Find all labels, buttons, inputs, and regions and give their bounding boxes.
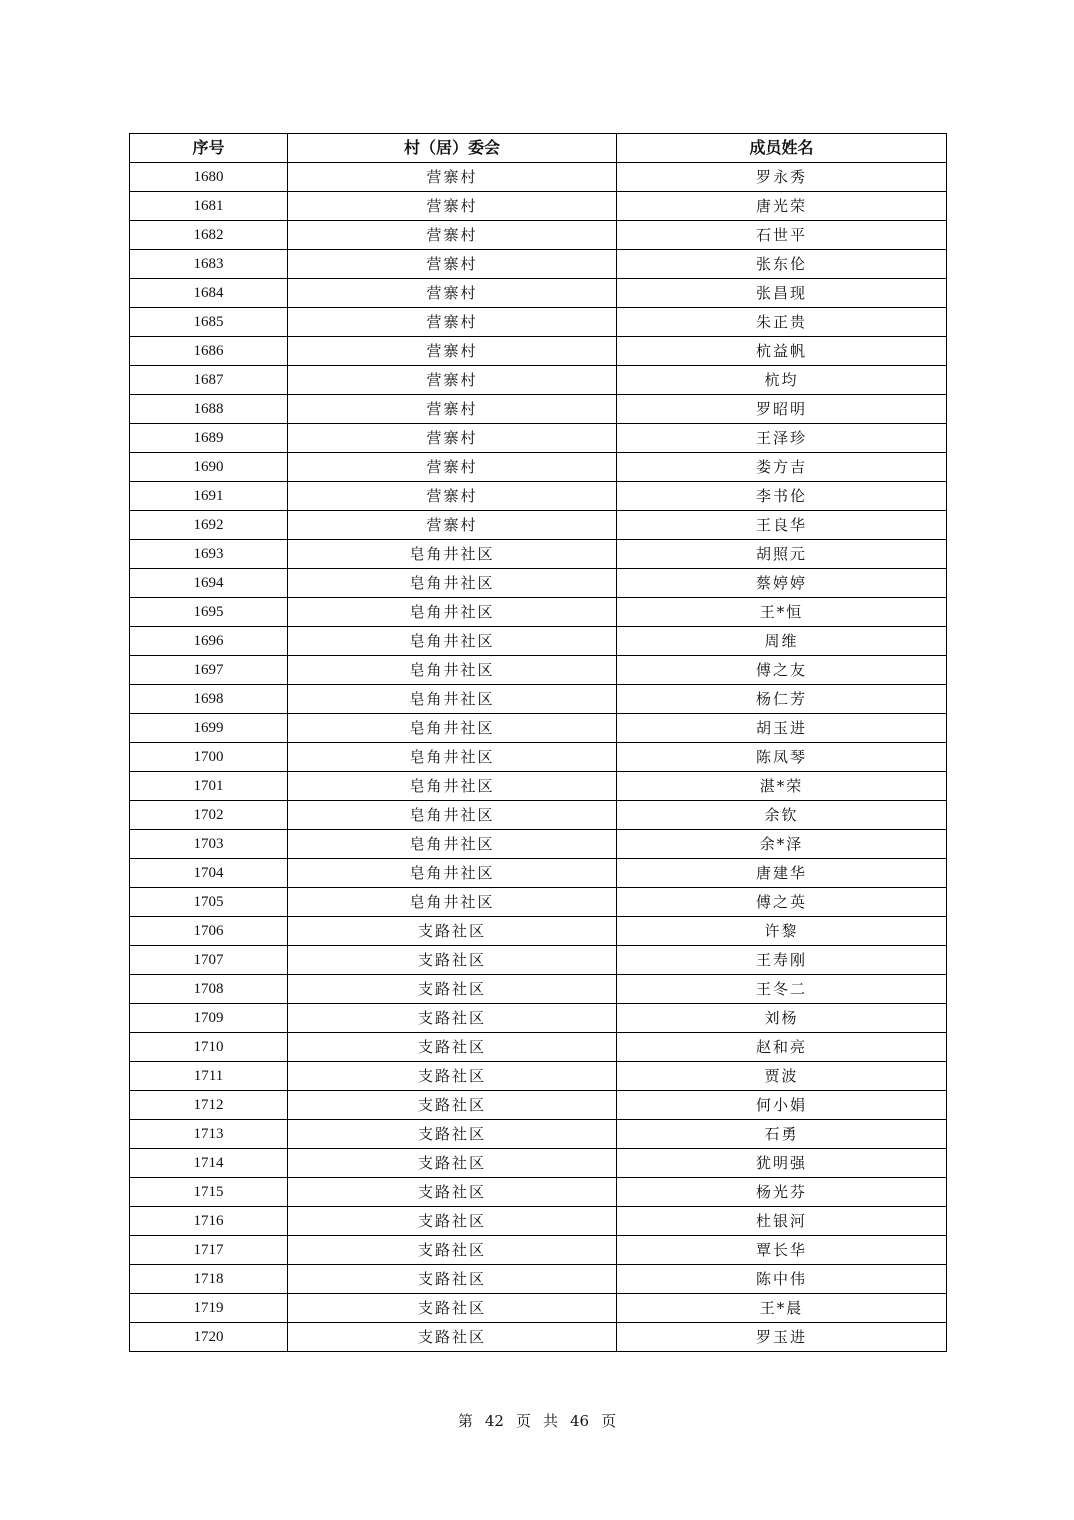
cell-committee: 支路社区 bbox=[288, 975, 617, 1004]
cell-index: 1716 bbox=[130, 1207, 288, 1236]
cell-index: 1706 bbox=[130, 917, 288, 946]
header-index: 序号 bbox=[130, 134, 288, 163]
table-row bbox=[130, 656, 947, 685]
table-row bbox=[130, 482, 947, 511]
cell-committee: 支路社区 bbox=[288, 946, 617, 975]
cell-member-name: 王*恒 bbox=[617, 598, 947, 627]
cell-index: 1686 bbox=[130, 337, 288, 366]
cell-index: 1720 bbox=[130, 1323, 288, 1352]
table-row bbox=[130, 163, 947, 192]
table-row bbox=[130, 1120, 947, 1149]
cell-index: 1703 bbox=[130, 830, 288, 859]
cell-committee: 营寨村 bbox=[288, 395, 617, 424]
cell-index: 1693 bbox=[130, 540, 288, 569]
cell-index: 1700 bbox=[130, 743, 288, 772]
cell-committee: 支路社区 bbox=[288, 1091, 617, 1120]
cell-committee: 营寨村 bbox=[288, 163, 617, 192]
cell-member-name: 罗昭明 bbox=[617, 395, 947, 424]
header-member-name: 成员姓名 bbox=[617, 134, 947, 163]
cell-index: 1713 bbox=[130, 1120, 288, 1149]
cell-committee: 皂角井社区 bbox=[288, 540, 617, 569]
cell-committee: 皂角井社区 bbox=[288, 772, 617, 801]
cell-index: 1683 bbox=[130, 250, 288, 279]
cell-index: 1684 bbox=[130, 279, 288, 308]
table-row bbox=[130, 772, 947, 801]
table-row bbox=[130, 598, 947, 627]
table-row bbox=[130, 511, 947, 540]
cell-committee: 皂角井社区 bbox=[288, 714, 617, 743]
table-row bbox=[130, 308, 947, 337]
table-row bbox=[130, 917, 947, 946]
cell-member-name: 罗玉进 bbox=[617, 1323, 947, 1352]
cell-member-name: 余*泽 bbox=[617, 830, 947, 859]
cell-index: 1707 bbox=[130, 946, 288, 975]
cell-index: 1701 bbox=[130, 772, 288, 801]
cell-index: 1697 bbox=[130, 656, 288, 685]
cell-member-name: 余钦 bbox=[617, 801, 947, 830]
cell-member-name: 娄方吉 bbox=[617, 453, 947, 482]
table-row bbox=[130, 366, 947, 395]
cell-member-name: 犹明强 bbox=[617, 1149, 947, 1178]
cell-index: 1715 bbox=[130, 1178, 288, 1207]
cell-member-name: 石世平 bbox=[617, 221, 947, 250]
table-row bbox=[130, 1033, 947, 1062]
cell-committee: 支路社区 bbox=[288, 1265, 617, 1294]
cell-committee: 支路社区 bbox=[288, 1178, 617, 1207]
cell-committee: 皂角井社区 bbox=[288, 801, 617, 830]
table-row bbox=[130, 221, 947, 250]
cell-committee: 支路社区 bbox=[288, 1149, 617, 1178]
cell-index: 1704 bbox=[130, 859, 288, 888]
cell-member-name: 王良华 bbox=[617, 511, 947, 540]
footer-page-number: 42 bbox=[484, 1412, 504, 1430]
table-row bbox=[130, 859, 947, 888]
cell-member-name: 王寿刚 bbox=[617, 946, 947, 975]
cell-member-name: 湛*荣 bbox=[617, 772, 947, 801]
cell-index: 1702 bbox=[130, 801, 288, 830]
cell-committee: 支路社区 bbox=[288, 1236, 617, 1265]
cell-member-name: 胡照元 bbox=[617, 540, 947, 569]
cell-index: 1685 bbox=[130, 308, 288, 337]
cell-committee: 营寨村 bbox=[288, 453, 617, 482]
cell-member-name: 贾波 bbox=[617, 1062, 947, 1091]
cell-member-name: 朱正贵 bbox=[617, 308, 947, 337]
cell-member-name: 杜银河 bbox=[617, 1207, 947, 1236]
table-row bbox=[130, 337, 947, 366]
cell-index: 1705 bbox=[130, 888, 288, 917]
footer-total-pages: 46 bbox=[570, 1412, 590, 1430]
table-row bbox=[130, 569, 947, 598]
table-row bbox=[130, 250, 947, 279]
table-row bbox=[130, 279, 947, 308]
cell-committee: 皂角井社区 bbox=[288, 569, 617, 598]
footer-prefix: 第 bbox=[457, 1412, 473, 1430]
table-row bbox=[130, 1062, 947, 1091]
cell-member-name: 石勇 bbox=[617, 1120, 947, 1149]
table-row bbox=[130, 1178, 947, 1207]
table-row bbox=[130, 540, 947, 569]
cell-index: 1719 bbox=[130, 1294, 288, 1323]
cell-index: 1712 bbox=[130, 1091, 288, 1120]
cell-member-name: 杨仁芳 bbox=[617, 685, 947, 714]
cell-committee: 皂角井社区 bbox=[288, 598, 617, 627]
cell-index: 1717 bbox=[130, 1236, 288, 1265]
table-row bbox=[130, 685, 947, 714]
cell-member-name: 刘杨 bbox=[617, 1004, 947, 1033]
cell-index: 1692 bbox=[130, 511, 288, 540]
cell-index: 1680 bbox=[130, 163, 288, 192]
table-row bbox=[130, 1323, 947, 1352]
cell-member-name: 唐光荣 bbox=[617, 192, 947, 221]
table-row bbox=[130, 424, 947, 453]
cell-index: 1699 bbox=[130, 714, 288, 743]
cell-member-name: 杨光芬 bbox=[617, 1178, 947, 1207]
cell-committee: 皂角井社区 bbox=[288, 627, 617, 656]
cell-committee: 营寨村 bbox=[288, 337, 617, 366]
cell-index: 1687 bbox=[130, 366, 288, 395]
cell-committee: 营寨村 bbox=[288, 279, 617, 308]
table-row bbox=[130, 888, 947, 917]
table-row bbox=[130, 395, 947, 424]
cell-index: 1695 bbox=[130, 598, 288, 627]
table-row bbox=[130, 946, 947, 975]
cell-member-name: 蔡婷婷 bbox=[617, 569, 947, 598]
table-row bbox=[130, 1265, 947, 1294]
cell-committee: 支路社区 bbox=[288, 1323, 617, 1352]
cell-member-name: 赵和亮 bbox=[617, 1033, 947, 1062]
cell-index: 1714 bbox=[130, 1149, 288, 1178]
cell-index: 1718 bbox=[130, 1265, 288, 1294]
footer-page-unit: 页 bbox=[515, 1412, 531, 1430]
cell-index: 1682 bbox=[130, 221, 288, 250]
cell-committee: 营寨村 bbox=[288, 482, 617, 511]
table-row bbox=[130, 627, 947, 656]
table-header-row bbox=[130, 134, 947, 163]
cell-index: 1690 bbox=[130, 453, 288, 482]
cell-committee: 营寨村 bbox=[288, 511, 617, 540]
footer-total-label: 共 bbox=[543, 1412, 559, 1430]
header-committee: 村（居）委会 bbox=[288, 134, 617, 163]
cell-member-name: 杭益帆 bbox=[617, 337, 947, 366]
cell-member-name: 李书伦 bbox=[617, 482, 947, 511]
cell-committee: 皂角井社区 bbox=[288, 888, 617, 917]
cell-index: 1689 bbox=[130, 424, 288, 453]
cell-committee: 皂角井社区 bbox=[288, 859, 617, 888]
cell-committee: 皂角井社区 bbox=[288, 685, 617, 714]
table-body bbox=[130, 163, 947, 1352]
cell-index: 1681 bbox=[130, 192, 288, 221]
cell-member-name: 胡玉进 bbox=[617, 714, 947, 743]
cell-committee: 营寨村 bbox=[288, 192, 617, 221]
cell-committee: 支路社区 bbox=[288, 1033, 617, 1062]
cell-index: 1696 bbox=[130, 627, 288, 656]
cell-committee: 营寨村 bbox=[288, 221, 617, 250]
cell-index: 1691 bbox=[130, 482, 288, 511]
cell-index: 1709 bbox=[130, 1004, 288, 1033]
cell-member-name: 周维 bbox=[617, 627, 947, 656]
table-row bbox=[130, 1236, 947, 1265]
cell-member-name: 张昌现 bbox=[617, 279, 947, 308]
cell-committee: 支路社区 bbox=[288, 1294, 617, 1323]
cell-member-name: 陈中伟 bbox=[617, 1265, 947, 1294]
member-table bbox=[129, 133, 947, 1352]
cell-member-name: 傅之友 bbox=[617, 656, 947, 685]
table-row bbox=[130, 1091, 947, 1120]
footer-total-unit: 页 bbox=[601, 1412, 617, 1430]
table-row bbox=[130, 192, 947, 221]
cell-index: 1710 bbox=[130, 1033, 288, 1062]
cell-member-name: 傅之英 bbox=[617, 888, 947, 917]
table-row bbox=[130, 830, 947, 859]
cell-index: 1698 bbox=[130, 685, 288, 714]
cell-committee: 支路社区 bbox=[288, 917, 617, 946]
table-row bbox=[130, 801, 947, 830]
table-row bbox=[130, 975, 947, 1004]
cell-committee: 营寨村 bbox=[288, 366, 617, 395]
table-row bbox=[130, 1149, 947, 1178]
cell-committee: 营寨村 bbox=[288, 424, 617, 453]
cell-committee: 皂角井社区 bbox=[288, 656, 617, 685]
cell-member-name: 许黎 bbox=[617, 917, 947, 946]
cell-committee: 皂角井社区 bbox=[288, 830, 617, 859]
cell-committee: 支路社区 bbox=[288, 1207, 617, 1236]
table-row bbox=[130, 743, 947, 772]
table-row bbox=[130, 1004, 947, 1033]
cell-index: 1688 bbox=[130, 395, 288, 424]
cell-member-name: 覃长华 bbox=[617, 1236, 947, 1265]
cell-member-name: 何小娟 bbox=[617, 1091, 947, 1120]
cell-index: 1711 bbox=[130, 1062, 288, 1091]
table-row bbox=[130, 453, 947, 482]
cell-committee: 支路社区 bbox=[288, 1120, 617, 1149]
cell-committee: 营寨村 bbox=[288, 308, 617, 337]
cell-member-name: 王冬二 bbox=[617, 975, 947, 1004]
cell-index: 1708 bbox=[130, 975, 288, 1004]
table-row bbox=[130, 714, 947, 743]
cell-member-name: 杭均 bbox=[617, 366, 947, 395]
cell-committee: 皂角井社区 bbox=[288, 743, 617, 772]
cell-committee: 营寨村 bbox=[288, 250, 617, 279]
table-row bbox=[130, 1294, 947, 1323]
cell-committee: 支路社区 bbox=[288, 1062, 617, 1091]
cell-member-name: 陈凤琴 bbox=[617, 743, 947, 772]
cell-member-name: 罗永秀 bbox=[617, 163, 947, 192]
cell-member-name: 王泽珍 bbox=[617, 424, 947, 453]
cell-member-name: 唐建华 bbox=[617, 859, 947, 888]
table-row bbox=[130, 1207, 947, 1236]
cell-committee: 支路社区 bbox=[288, 1004, 617, 1033]
cell-member-name: 张东伦 bbox=[617, 250, 947, 279]
page-footer bbox=[0, 1410, 1074, 1431]
cell-index: 1694 bbox=[130, 569, 288, 598]
cell-member-name: 王*晨 bbox=[617, 1294, 947, 1323]
